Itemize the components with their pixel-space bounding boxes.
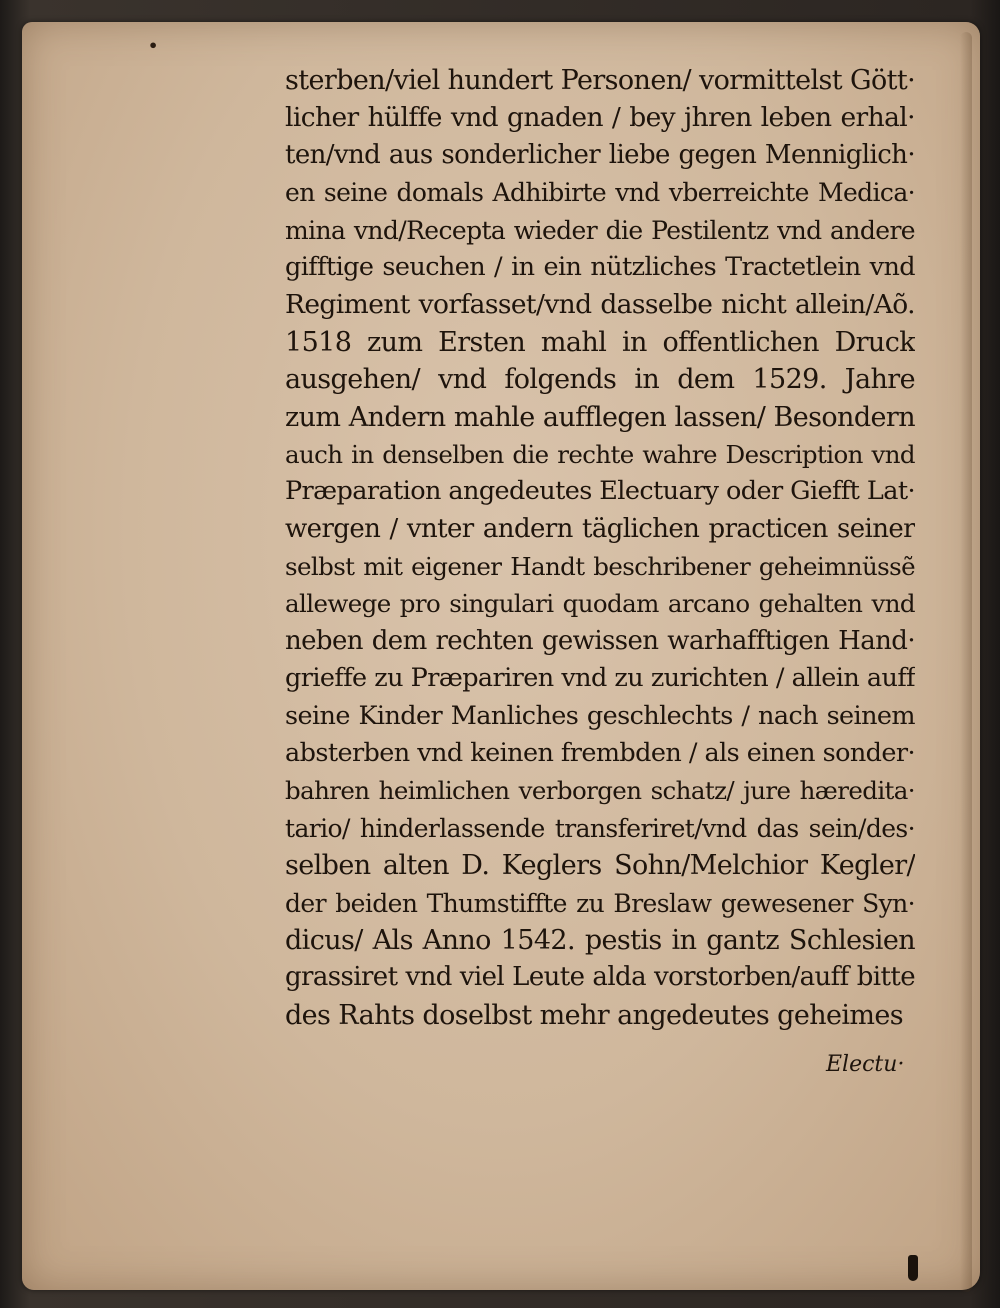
- text-line-26: des Rahts doselbst mehr angedeutes geheimes: [285, 999, 904, 1031]
- text-line-9: ausgehen/ vnd folgends in dem 1529. Jahre: [285, 364, 915, 396]
- text-line-20: bahren heimlichen verborgen schatz/ jure hæredita·: [285, 776, 915, 806]
- catchword: Electu·: [826, 1052, 905, 1077]
- text-line-5: mina vnd/Recepta wieder die Pestilentz vnd andere: [285, 215, 915, 245]
- corner-ink-mark: •: [148, 36, 159, 55]
- text-line-15: allewege pro singulari quodam arcano gehalten vnd: [285, 589, 915, 619]
- text-line-3: ten/vnd aus sonderlicher liebe gegen Menniglich·: [285, 139, 915, 170]
- text-line-7: Regiment vorfasset/vnd dasselbe nicht allein/Aõ.: [285, 289, 915, 321]
- text-line-13: wergen / vnter andern täglichen practicen seiner: [285, 513, 915, 544]
- text-line-2: licher hülffe vnd gnaden / bey jhren leben erhal·: [285, 102, 915, 134]
- page-edge-shadow: [960, 32, 972, 1292]
- text-line-21: tario/ hinderlassende transferiret/vnd das sein/des·: [285, 813, 915, 843]
- text-line-1: sterben/viel hundert Personen/ vormittelst Gött·: [285, 65, 915, 96]
- bottom-ink-mark: [908, 1255, 918, 1281]
- text-line-6: gifftige seuchen / in ein nützliches Tractetlein vnd: [285, 251, 915, 282]
- body-text: [285, 62, 915, 1034]
- text-line-25: grassiret vnd viel Leute alda vorstorben/auff bitte: [285, 962, 915, 993]
- text-line-18: seine Kinder Manliches geschlechts / nach seinem: [285, 700, 915, 731]
- text-line-23: der beiden Thumstiffte zu Breslaw gewesener Syn·: [285, 888, 915, 918]
- text-line-24: dicus/ Als Anno 1542. pestis in gantz Schlesien: [285, 924, 915, 956]
- text-line-17: grieffe zu Præpariren vnd zu zurichten / allein auff: [285, 663, 915, 694]
- text-line-10: zum Andern mahle aufflegen lassen/ Besondern: [285, 401, 915, 433]
- text-line-22: selben alten D. Keglers Sohn/Melchior Kegler/: [285, 850, 915, 882]
- text-line-11: auch in denselben die rechte wahre Description vnd: [285, 439, 915, 469]
- text-line-19: absterben vnd keinen frembden / als einen sonder·: [285, 738, 915, 769]
- text-line-4: en seine domals Adhibirte vnd vberreichte Medica·: [285, 178, 915, 208]
- text-line-8: 1518 zum Ersten mahl in offentlichen Druck: [285, 326, 915, 358]
- text-line-16: neben dem rechten gewissen warhafftigen Hand·: [285, 625, 915, 656]
- text-line-14: selbst mit eigener Handt beschribener geheimnüssẽ: [285, 552, 915, 582]
- text-line-12: Præparation angedeutes Electuary oder Giefft Lat·: [285, 476, 915, 507]
